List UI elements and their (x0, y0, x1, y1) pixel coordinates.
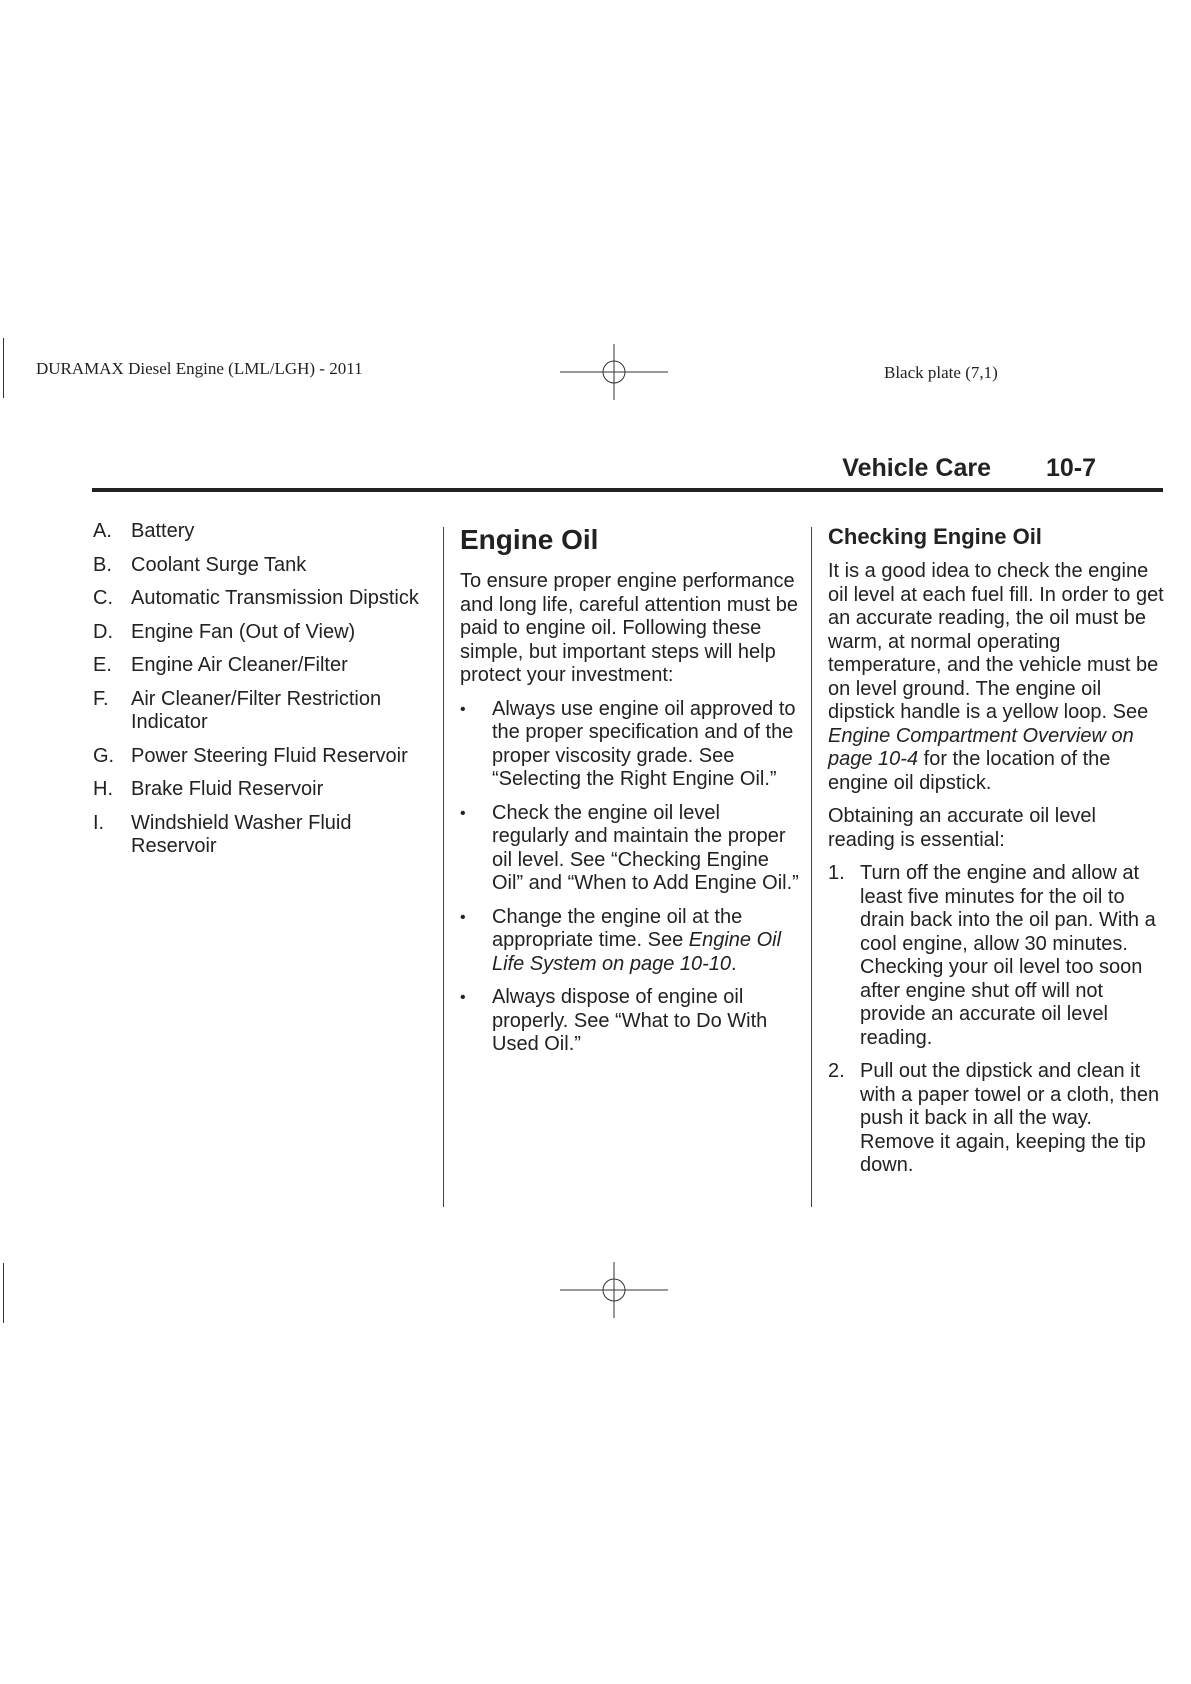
engine-oil-bullets (460, 698, 800, 1057)
engine-oil-heading: Engine Oil (460, 524, 599, 555)
legend-letter: I. (93, 811, 105, 834)
checking-steps (828, 862, 1168, 1178)
list-item (460, 802, 800, 896)
list-item (93, 621, 428, 645)
list-item (93, 554, 428, 578)
legend-letter: G. (93, 744, 115, 767)
legend-text: Engine Air Cleaner/Filter (131, 654, 348, 676)
list-item (93, 520, 428, 544)
list-item (460, 986, 800, 1057)
crop-mark-bottom-left (3, 1263, 4, 1323)
cross-reference-link[interactable]: Engine Compartment Overview on page 10-4 (828, 724, 1134, 770)
bullet-text: Always dispose of engine oil properly. See “What to Do With Used Oil.” (492, 986, 768, 1055)
running-header (842, 454, 1096, 483)
column-divider-2 (811, 527, 812, 1207)
bullet-icon: • (460, 989, 466, 1006)
list-item (93, 778, 428, 802)
bullet-text: Always use engine oil approved to the proper specification and of the proper viscosity grade. See “Selecting the Right Engine Oil.” (492, 697, 796, 790)
list-item (93, 587, 428, 611)
printer-doc-title: DURAMAX Diesel Engine (LML/LGH) - 2011 (36, 359, 363, 378)
page-number: 10-7 (1045, 454, 1096, 482)
legend-letter: E. (93, 654, 112, 676)
list-item (460, 906, 800, 977)
legend-text: Brake Fluid Reservoir (131, 778, 324, 800)
checking-paragraph-1 (828, 560, 1168, 795)
bullet-text-post: . (731, 952, 737, 975)
section-title: Vehicle Care (842, 454, 991, 482)
checking-paragraph-2: Obtaining an accurate oil level reading is essential: (828, 805, 1096, 851)
legend-list (93, 520, 428, 859)
legend-column (93, 520, 428, 869)
list-item (93, 654, 428, 678)
legend-text: Power Steering Fluid Reservoir (131, 744, 408, 767)
legend-text: Battery (131, 520, 195, 542)
column-divider-1 (443, 527, 444, 1207)
checking-column (828, 520, 1168, 1188)
checking-heading: Checking Engine Oil (828, 524, 1042, 549)
legend-letter: A. (93, 520, 112, 542)
paragraph-text: for the location of the engine oil dipstick. (828, 748, 1111, 794)
engine-oil-intro: To ensure proper engine performance and long life, careful attention must be paid to engine oil. Following these simple, but important steps will help protect your investment: (460, 570, 798, 686)
bullet-icon: • (460, 908, 466, 926)
list-item (828, 862, 1168, 1050)
bullet-text (492, 906, 800, 977)
legend-letter: H. (93, 778, 113, 800)
engine-oil-column (460, 520, 800, 1067)
legend-text: Air Cleaner/Filter Restriction Indicator (131, 687, 382, 733)
legend-text: Engine Fan (Out of View) (131, 620, 356, 643)
list-item (93, 688, 428, 735)
cross-reference-link[interactable]: Engine Oil Life System on page 10-10 (492, 929, 782, 975)
list-item (460, 698, 800, 792)
legend-text: Automatic Transmission Dipstick (131, 587, 419, 609)
list-item (93, 812, 428, 859)
paragraph-text: It is a good idea to check the engine oil level at each fuel fill. In order to get an accurate reading, the oil must be warm, at normal operating temperature, and the vehicle must be on level ground. The engine oil dipstick handle is a yellow loop. See (828, 560, 1164, 723)
step-text: Turn off the engine and allow at least five minutes for the oil to drain back into the oil pan. With a cool engine, allow 30 minutes. Checking your oil level too soon after engine shut off will not provide an accurate oil level reading. (860, 862, 1156, 1049)
bullet-text-pre: Change the engine oil at the appropriate time. See (492, 905, 743, 951)
bullet-icon: • (460, 804, 466, 822)
legend-text: Windshield Washer Fluid Reservoir (131, 811, 352, 857)
printer-plate-label: Black plate (7,1) (884, 363, 998, 382)
step-number: 2. (828, 1060, 845, 1082)
bullet-text: Check the engine oil level regularly and maintain the proper oil level. See “Checking Engine Oil” and “When to Add Engine Oil.” (492, 801, 799, 894)
registration-mark-top-icon (560, 344, 668, 400)
list-item (93, 745, 428, 769)
registration-mark-bottom-icon (560, 1262, 668, 1318)
list-item (828, 1060, 1168, 1178)
legend-text: Coolant Surge Tank (131, 553, 307, 576)
legend-letter: F. (93, 687, 109, 710)
crop-mark-top-left (3, 338, 4, 398)
legend-letter: B. (93, 553, 112, 576)
bullet-icon: • (460, 700, 466, 718)
legend-letter: C. (93, 587, 113, 609)
step-text: Pull out the dipstick and clean it with a paper towel or a cloth, then push it back in all the way. Remove it again, keeping the tip down. (860, 1060, 1160, 1176)
step-number: 1. (828, 862, 845, 884)
header-rule (92, 488, 1163, 492)
legend-letter: D. (93, 620, 113, 643)
